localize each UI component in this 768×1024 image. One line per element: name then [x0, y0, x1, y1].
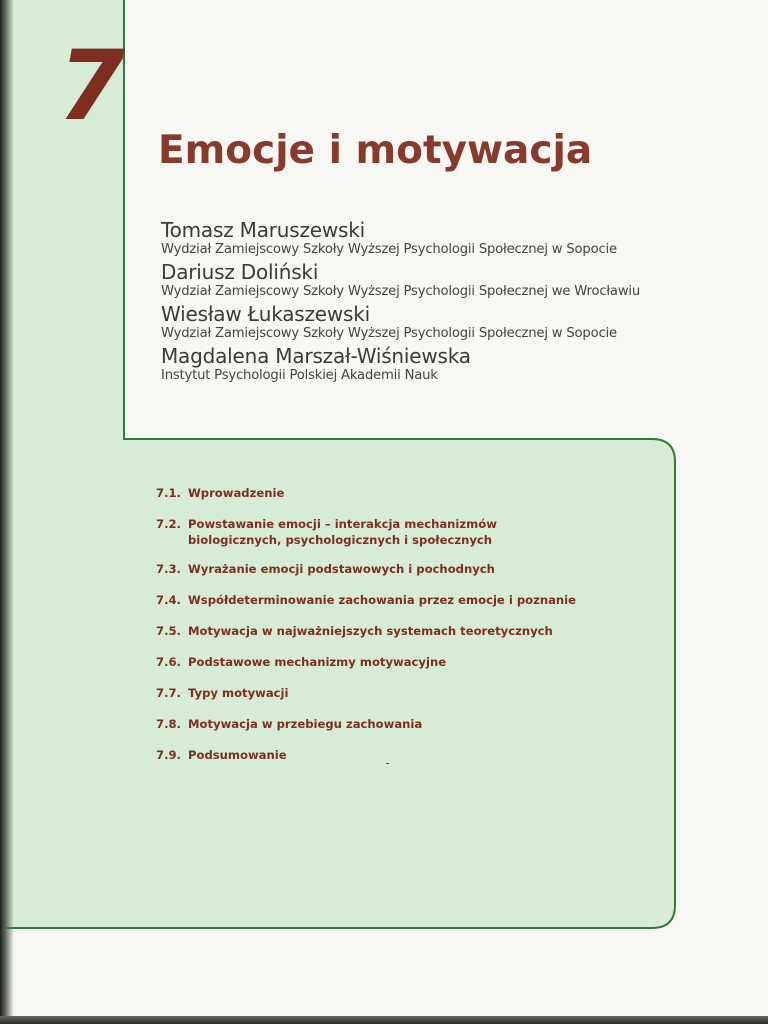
author-entry	[161, 260, 721, 299]
toc-item	[156, 654, 656, 670]
toc-number: 7.4.	[156, 593, 181, 607]
author-entry	[161, 218, 721, 257]
author-affiliation: Wydział Zamiejscowy Szkoły Wyższej Psychologii Społecznej w Sopocie	[161, 242, 617, 257]
author-name: Magdalena Marszał-Wiśniewska	[161, 344, 471, 368]
author-name: Dariusz Doliński	[161, 260, 319, 284]
toc-item	[156, 716, 656, 732]
authors-list	[161, 218, 721, 386]
toc-title: Powstawanie emocji – interakcja mechanizmów biologicznych, psychologicznych i społecznych	[188, 517, 497, 547]
toc-title: Współdeterminowanie zachowania przez emocje i poznanie	[188, 593, 577, 607]
toc-item	[156, 561, 656, 577]
toc-item	[156, 747, 656, 763]
gutter-shadow	[0, 0, 14, 1016]
toc-title: Typy motywacji	[188, 686, 289, 700]
toc-title: Motywacja w najważniejszych systemach teoretycznych	[188, 624, 553, 638]
author-entry	[161, 302, 721, 341]
chapter-number: 7	[58, 30, 123, 142]
stray-mark	[386, 763, 389, 764]
author-affiliation: Wydział Zamiejscowy Szkoły Wyższej Psychologii Społecznej w Sopocie	[161, 326, 617, 341]
toc-title: Motywacja w przebiegu zachowania	[188, 717, 423, 731]
toc-item	[156, 592, 656, 608]
author-affiliation: Wydział Zamiejscowy Szkoły Wyższej Psychologii Społecznej we Wrocławiu	[161, 284, 641, 299]
toc-title: Podstawowe mechanizmy motywacyjne	[188, 655, 447, 669]
author-name: Tomasz Maruszewski	[161, 218, 366, 242]
chapter-title: Emocje i motywacja	[158, 128, 593, 173]
toc-title: Wyrażanie emocji podstawowych i pochodnych	[188, 562, 495, 576]
toc-item	[156, 623, 656, 639]
toc-number: 7.3.	[156, 562, 181, 576]
toc-number: 7.8.	[156, 717, 181, 731]
author-entry	[161, 344, 721, 383]
toc-title: Podsumowanie	[188, 748, 287, 762]
table-of-contents	[156, 485, 656, 778]
toc-number: 7.6.	[156, 655, 181, 669]
page-edge	[0, 1016, 768, 1024]
toc-number: 7.1.	[156, 486, 181, 500]
toc-item	[156, 516, 656, 548]
author-name: Wiesław Łukaszewski	[161, 302, 371, 326]
author-affiliation: Instytut Psychologii Polskiej Akademii Nauk	[161, 368, 438, 383]
toc-title: Wprowadzenie	[188, 486, 285, 500]
toc-number: 7.2.	[156, 517, 181, 531]
toc-item	[156, 685, 656, 701]
toc-number: 7.9.	[156, 748, 181, 762]
toc-number: 7.7.	[156, 686, 181, 700]
toc-item	[156, 485, 656, 501]
toc-number: 7.5.	[156, 624, 181, 638]
